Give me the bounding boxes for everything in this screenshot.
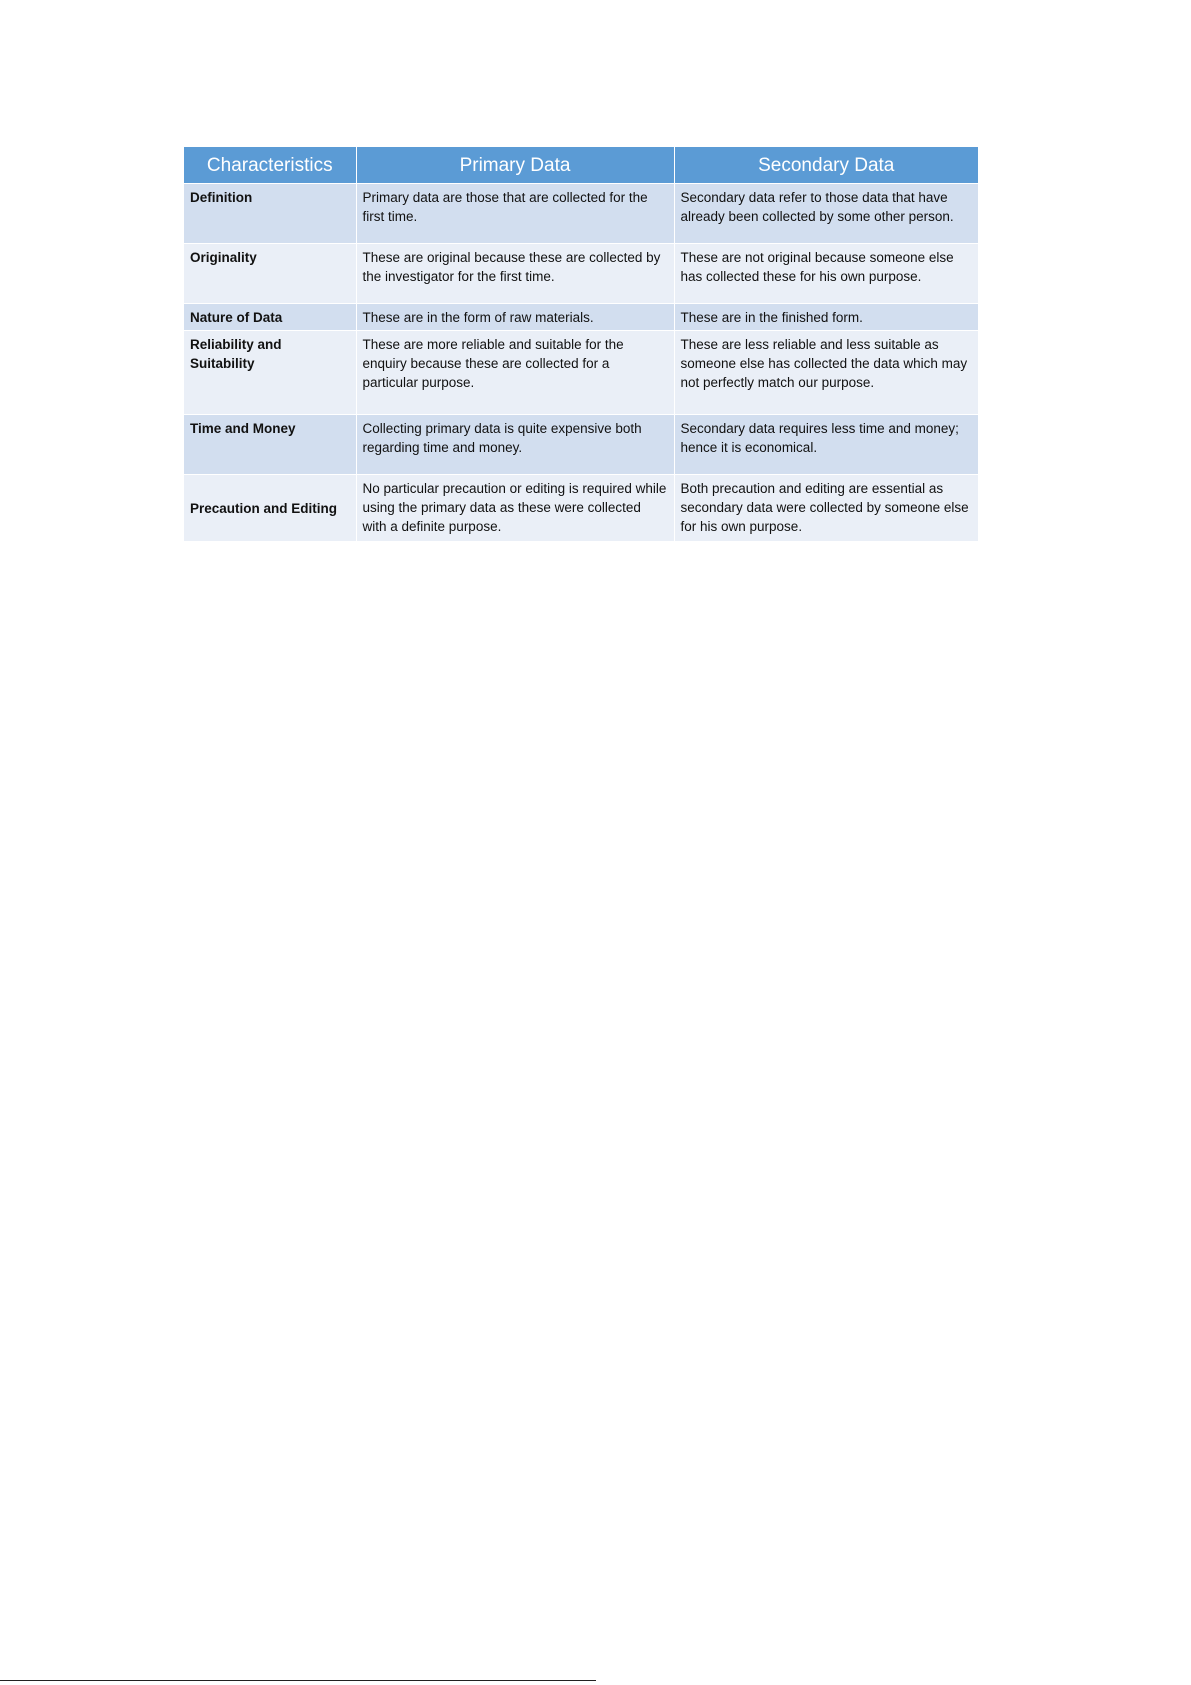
table-row	[184, 415, 978, 475]
row-characteristic: Time and Money	[184, 415, 356, 475]
row-primary: These are more reliable and suitable for the enquiry because these are collected for a particular purpose.	[356, 331, 674, 415]
header-characteristics: Characteristics	[184, 147, 356, 184]
row-characteristic: Definition	[184, 184, 356, 244]
table-header	[184, 147, 978, 184]
table-row	[184, 331, 978, 415]
table-row	[184, 475, 978, 541]
row-characteristic: Nature of Data	[184, 304, 356, 331]
row-secondary: Both precaution and editing are essential as secondary data were collected by someone else for his own purpose.	[674, 475, 978, 541]
header-row	[184, 147, 978, 184]
row-primary: Primary data are those that are collected for the first time.	[356, 184, 674, 244]
row-secondary: These are less reliable and less suitable as someone else has collected the data which may not perfectly match our purpose.	[674, 331, 978, 415]
row-characteristic: Originality	[184, 244, 356, 304]
row-secondary: Secondary data refer to those data that have already been collected by some other person.	[674, 184, 978, 244]
row-primary: These are original because these are collected by the investigator for the first time.	[356, 244, 674, 304]
table-row	[184, 304, 978, 331]
row-primary: These are in the form of raw materials.	[356, 304, 674, 331]
comparison-table	[184, 147, 978, 541]
row-primary: Collecting primary data is quite expensive both regarding time and money.	[356, 415, 674, 475]
row-characteristic: Reliability and Suitability	[184, 331, 356, 415]
header-primary-data: Primary Data	[356, 147, 674, 184]
table-row	[184, 184, 978, 244]
row-secondary: Secondary data requires less time and money; hence it is economical.	[674, 415, 978, 475]
row-primary: No particular precaution or editing is required while using the primary data as these were collected with a definite purpose.	[356, 475, 674, 541]
header-secondary-data: Secondary Data	[674, 147, 978, 184]
table-row	[184, 244, 978, 304]
row-secondary: These are in the finished form.	[674, 304, 978, 331]
row-characteristic: Precaution and Editing	[184, 475, 356, 541]
row-secondary: These are not original because someone else has collected these for his own purpose.	[674, 244, 978, 304]
footnote-separator	[0, 1680, 596, 1681]
table-body	[184, 184, 978, 541]
